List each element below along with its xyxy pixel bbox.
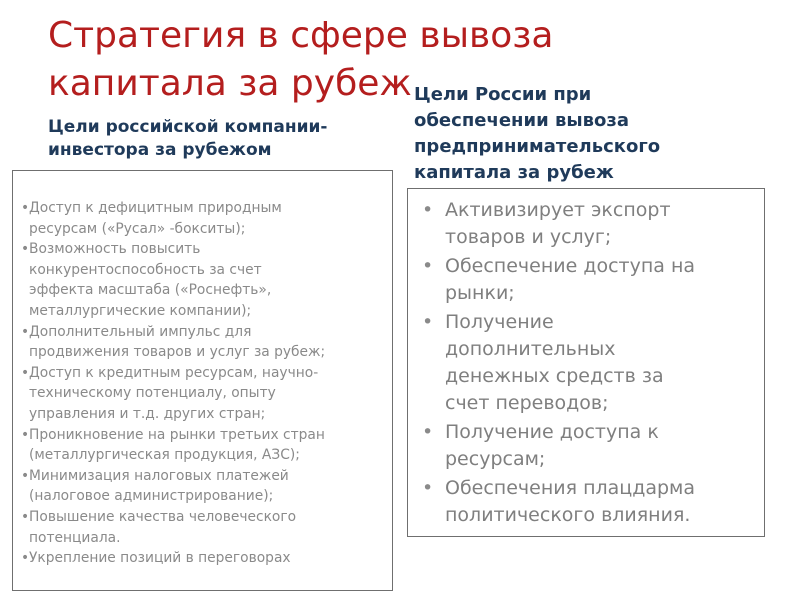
text-line: потенциала. xyxy=(29,529,121,546)
text-line: Минимизация налоговых платежей xyxy=(29,467,289,484)
bullet-icon: • xyxy=(422,421,434,443)
russia-goals-list xyxy=(408,189,764,529)
text-line: (налоговое администрирование); xyxy=(29,488,274,505)
list-item-text xyxy=(445,475,754,529)
text-line: Доступ к кредитным ресурсам, научно- xyxy=(29,364,319,381)
text-line: эффекта масштаба («Роснефть», xyxy=(29,282,272,299)
company-goals-list xyxy=(13,171,392,569)
text-line: Проникновение на рынки третьих стран xyxy=(29,426,325,443)
bullet-icon: • xyxy=(422,199,434,221)
slide-title-line: капитала за рубеж xyxy=(48,63,412,104)
text-line: счет переводов; xyxy=(445,392,609,414)
company-goals-heading xyxy=(48,116,398,162)
text-line: продвижения товаров и услуг за рубеж; xyxy=(29,344,326,361)
list-item xyxy=(418,309,754,417)
list-item xyxy=(21,363,384,425)
text-line: техническому потенциалу, опыту xyxy=(29,385,276,402)
list-item-text xyxy=(445,309,754,417)
bullet-icon: • xyxy=(21,200,30,216)
text-line: Получение xyxy=(445,311,554,333)
text-line: Дополнительный импульс для xyxy=(29,323,252,340)
list-item-text xyxy=(29,363,384,425)
list-item xyxy=(418,253,754,307)
list-item xyxy=(418,475,754,529)
bullet-icon: • xyxy=(422,255,434,277)
text-line: (металлургическая продукция, АЗС); xyxy=(29,447,300,464)
text-line: Доступ к дефицитным природным xyxy=(29,200,282,216)
text-line: ресурсам; xyxy=(445,448,546,470)
list-item-text xyxy=(29,322,384,363)
text-line: конкурентоспособность за счет xyxy=(29,261,262,278)
bullet-icon: • xyxy=(21,550,30,567)
bullet-icon: • xyxy=(21,364,30,381)
text-line: политического влияния. xyxy=(445,504,691,526)
list-item-text xyxy=(29,507,384,548)
list-item xyxy=(418,197,754,251)
list-item-text xyxy=(445,419,754,473)
text-line: Обеспечения плацдарма xyxy=(445,477,696,499)
list-item xyxy=(21,198,384,239)
text-line: Повышение качества человеческого xyxy=(29,508,297,525)
text-line: товаров и услуг; xyxy=(445,226,612,248)
heading-line: Цели российской компании- xyxy=(48,117,328,137)
heading-line: Цели России при xyxy=(414,84,592,105)
heading-line: капитала за рубеж xyxy=(414,162,614,183)
heading-line: предпринимательского xyxy=(414,136,661,157)
bullet-icon: • xyxy=(21,323,30,340)
text-line: Получение доступа к xyxy=(445,421,659,443)
text-line: Обеспечение доступа на xyxy=(445,255,696,277)
text-line: Активизирует экспорт xyxy=(445,199,671,221)
list-item-text xyxy=(29,198,384,239)
text-line: Возможность повысить xyxy=(29,241,201,258)
list-item-text xyxy=(29,466,384,507)
russia-goals-heading xyxy=(414,82,774,186)
bullet-icon: • xyxy=(21,241,30,258)
bullet-icon: • xyxy=(21,426,30,443)
bullet-icon: • xyxy=(21,467,30,484)
list-item xyxy=(418,419,754,473)
list-item xyxy=(21,466,384,507)
list-item-text xyxy=(445,253,754,307)
list-item xyxy=(21,548,384,569)
text-line: рынки; xyxy=(445,282,515,304)
bullet-icon: • xyxy=(21,508,30,525)
bullet-icon: • xyxy=(422,477,434,499)
text-line: Укрепление позиций в переговорах xyxy=(29,550,291,567)
list-item-text xyxy=(445,197,754,251)
heading-line: обеспечении вывоза xyxy=(414,110,629,131)
bullet-icon: • xyxy=(422,311,434,333)
russia-goals-box xyxy=(407,188,765,537)
company-goals-box xyxy=(12,170,393,591)
text-line: управления и т.д. других стран; xyxy=(29,405,266,422)
list-item-text xyxy=(29,425,384,466)
heading-line: инвестора за рубежом xyxy=(48,140,272,160)
text-line: металлургические компании); xyxy=(29,302,252,319)
list-item xyxy=(21,322,384,363)
text-line: дополнительных xyxy=(445,338,616,360)
text-line: денежных средств за xyxy=(445,365,664,387)
text-line: ресурсам («Русал» -бокситы); xyxy=(29,220,246,237)
slide-title-line: Стратегия в сфере вывоза xyxy=(48,15,554,56)
list-item-text xyxy=(29,239,384,321)
list-item xyxy=(21,507,384,548)
list-item xyxy=(21,425,384,466)
list-item xyxy=(21,239,384,321)
list-item-text xyxy=(29,548,384,569)
